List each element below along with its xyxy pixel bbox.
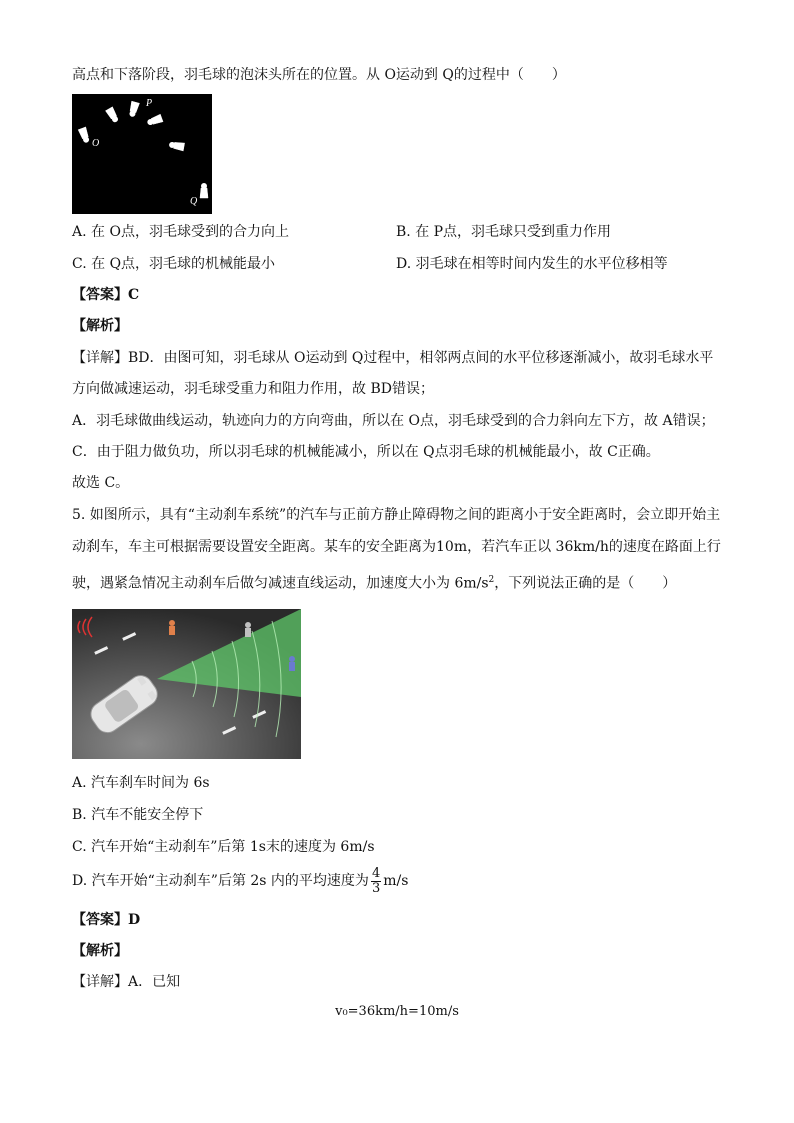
q5-stem-3: 驶，遇紧急情况主动刹车后做匀减速直线运动，加速度大小为 $6m/s^2$，下列说法正确的是（ ） bbox=[72, 575, 677, 592]
q5-stem-1: 5. 如图所示，具有“主动刹车系统”的汽车与正前方静止障碍物之间的距离小于安全距离时，会立即开始主 bbox=[72, 507, 721, 523]
shuttlecock-icon bbox=[106, 107, 120, 124]
q5-option-c: C. 汽车开始“主动刹车”后第 1s末的速度为 6m/s bbox=[72, 839, 375, 855]
q4-detail-2: 方向做减速运动，羽毛球受重力和阻力作用，故 BD错误； bbox=[72, 381, 434, 397]
q5-detail-1: 【详解】A．已知 bbox=[72, 974, 181, 990]
q4-option-d: D. 羽毛球在相等时间内发生的水平位移相等 bbox=[396, 256, 668, 272]
shuttlecock-icon bbox=[200, 184, 208, 199]
q4-option-b: B. 在 P点，羽毛球只受到重力作用 bbox=[396, 224, 612, 240]
shuttlecock-icon bbox=[147, 114, 163, 126]
label-q: Q bbox=[190, 196, 198, 207]
shuttlecock-icon bbox=[169, 141, 185, 151]
q5-option-b: B. 汽车不能安全停下 bbox=[72, 807, 204, 823]
car-radar-illustration bbox=[72, 609, 301, 759]
q4-detail-1: 【详解】BD．由图可知，羽毛球从 O运动到 Q过程中，相邻两点间的水平位移逐渐减小，故羽毛球水平 bbox=[72, 350, 714, 366]
car-braking-figure bbox=[72, 609, 301, 759]
q5-option-a: A. 汽车刹车时间为 6s bbox=[72, 775, 210, 791]
shuttlecock-icon bbox=[78, 127, 90, 143]
label-o: O bbox=[92, 138, 100, 149]
q4-detail-3: A．羽毛球做曲线运动，轨迹向力的方向弯曲，所以在 O点，羽毛球受到的合力斜向左下方，故 A错误； bbox=[72, 413, 715, 429]
badminton-trajectory-figure bbox=[72, 94, 212, 214]
q5-option-d: D. 汽车开始“主动刹车”后第 2s 内的平均速度为 $\frac{4}{3}$ m/s bbox=[72, 865, 409, 896]
q4-analysis-heading: 【解析】 bbox=[72, 318, 128, 334]
fraction-four-thirds: $\frac{4}{3}$ bbox=[371, 865, 381, 896]
q4-answer: 【答案】C bbox=[72, 287, 140, 303]
shuttlecock-icons bbox=[72, 94, 212, 214]
label-p: P bbox=[146, 98, 153, 109]
q5-formula: v₀=36km/h=10m/s bbox=[335, 1004, 459, 1019]
q5-analysis-heading: 【解析】 bbox=[72, 943, 128, 959]
q4-option-c: C. 在 Q点，羽毛球的机械能最小 bbox=[72, 256, 276, 272]
q5-stem-2: 动刹车，车主可根据需要设置安全距离。某车的安全距离为10m，若汽车正以 36km/h的速度在路面上行 bbox=[72, 539, 721, 555]
q4-detail-4: C．由于阻力做负功，所以羽毛球的机械能减小，所以在 Q点羽毛球的机械能最小，故 C正确。 bbox=[72, 444, 660, 460]
q4-intro: 高点和下落阶段，羽毛球的泡沫头所在的位置。从 O运动到 Q的过程中（ ） bbox=[72, 67, 566, 83]
q4-option-a: A. 在 O点，羽毛球受到的合力向上 bbox=[72, 224, 289, 240]
q4-conclusion: 故选 C。 bbox=[72, 475, 130, 491]
shuttlecock-icon bbox=[128, 101, 139, 117]
q5-answer: 【答案】D bbox=[72, 912, 141, 928]
